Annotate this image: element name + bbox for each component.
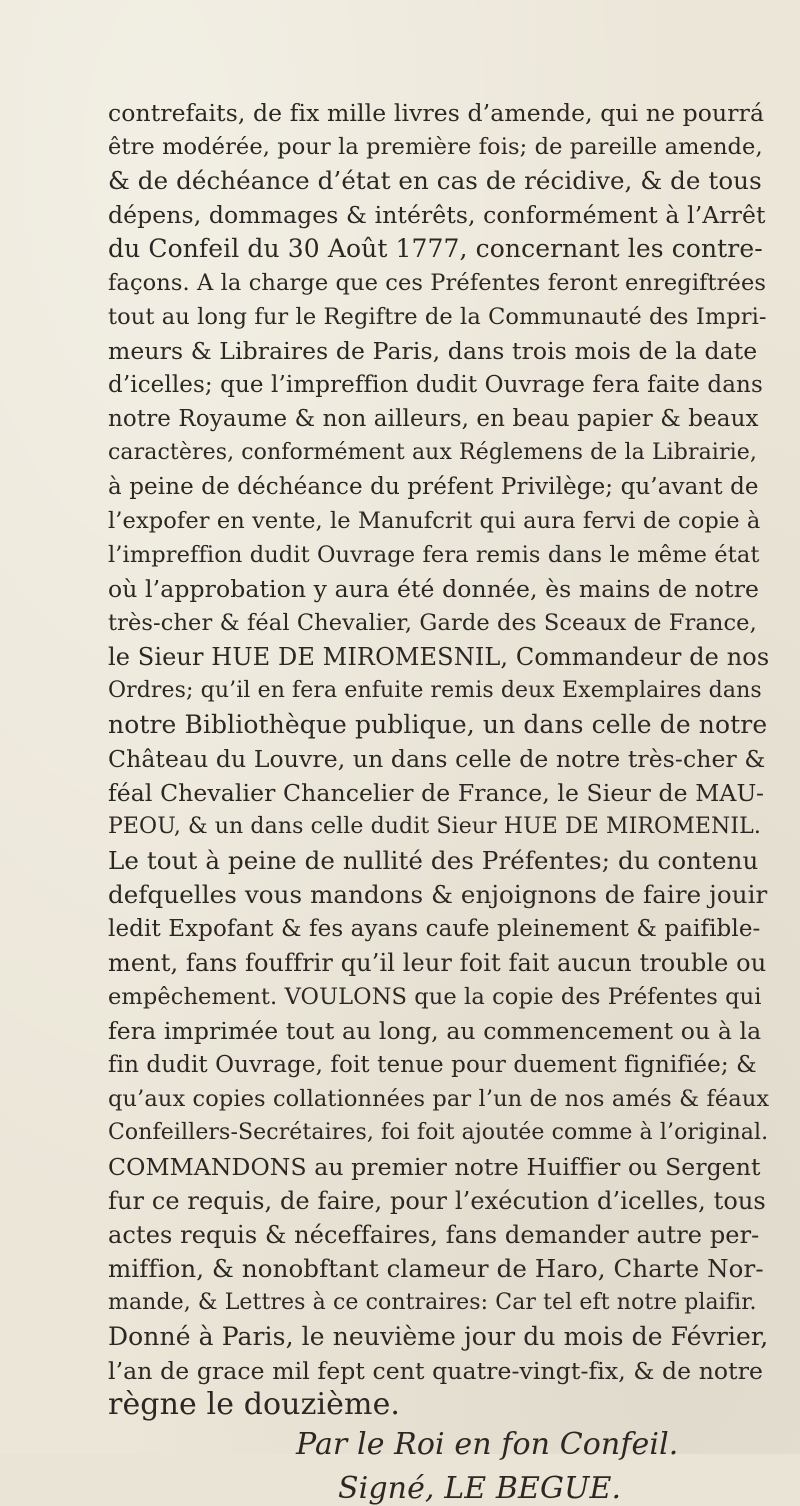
- text-line-27: empêchement. VOULONS que la copie des Préfentes qui: [108, 984, 762, 1010]
- text-line-16: très-cher & féal Chevalier, Garde des Sceaux de France,: [108, 610, 757, 636]
- text-line-26: ment, fans fouffrir qu’il leur foit fait aucun trouble ou: [108, 949, 767, 977]
- closing-line: Par le Roi en fon Confeil.: [296, 1427, 679, 1462]
- text-line-34: actes requis & néceffaires, fans demander autre per-: [108, 1221, 760, 1249]
- text-line-15: où l’approbation y aura été donnée, ès mains de notre: [108, 575, 760, 603]
- text-line-17: le Sieur HUE DE MIROMESNIL, Commandeur de nos: [108, 643, 770, 671]
- text-line-6: façons. A la charge que ces Préfentes feront enregiftrées: [108, 270, 767, 296]
- text-line-33: fur ce requis, de faire, pour l’exécution d’icelles, tous: [108, 1187, 766, 1215]
- text-line-13: l’expofer en vente, le Manufcrit qui aura fervi de copie à: [108, 508, 761, 534]
- text-line-22: PEOU, & un dans celle dudit Sieur HUE DE MIROMENIL.: [108, 814, 761, 839]
- text-line-21: féal Chevalier Chancelier de France, le Sieur de MAU-: [108, 779, 764, 807]
- text-line-4: dépens, dommages & intérêts, conformément à l’Arrêt: [108, 201, 766, 229]
- text-line-8: meurs & Libraires de Paris, dans trois mois de la date: [108, 337, 758, 365]
- text-line-38: l’an de grace mil fept cent quatre-vingt-fix, & de notre: [108, 1357, 764, 1385]
- text-line-31: Confeillers-Secrétaires, foi foit ajoutée comme à l’original.: [108, 1120, 769, 1145]
- text-line-30: qu’aux copies collationnées par l’un de nos amés & féaux: [108, 1086, 770, 1112]
- text-line-29: fin dudit Ouvrage, foit tenue pour duement fignifiée; &: [108, 1052, 757, 1078]
- text-line-3: & de déchéance d’état en cas de récidive, & de tous: [108, 166, 762, 195]
- text-line-25: ledit Expofant & fes ayans caufe pleinement & paifible-: [108, 916, 761, 942]
- text-line-39: règne le douzième.: [108, 1387, 401, 1422]
- text-line-23: Le tout à peine de nullité des Préfentes; du contenu: [108, 846, 759, 875]
- text-line-11: caractères, conformément aux Réglemens de la Librairie,: [108, 440, 757, 465]
- text-line-19: notre Bibliothèque publique, un dans celle de notre: [108, 710, 768, 739]
- text-line-24: defquelles vous mandons & enjoignons de faire jouir: [108, 880, 768, 909]
- text-line-7: tout au long fur le Regiftre de la Communauté des Impri-: [108, 304, 767, 330]
- text-line-36: mande, & Lettres à ce contraires: Car tel eft notre plaifir.: [108, 1290, 757, 1315]
- text-line-32: COMMANDONS au premier notre Huiffier ou Sergent: [108, 1153, 761, 1181]
- text-line-35: miffion, & nonobftant clameur de Haro, Charte Nor-: [108, 1254, 764, 1283]
- text-line-10: notre Royaume & non ailleurs, en beau papier & beaux: [108, 406, 759, 432]
- text-line-2: être modérée, pour la première fois; de pareille amende,: [108, 134, 763, 160]
- text-line-9: d’icelles; que l’impreffion dudit Ouvrage fera faite dans: [108, 372, 763, 398]
- text-line-20: Château du Louvre, un dans celle de notre très-cher &: [108, 745, 766, 773]
- text-line-5: du Confeil du 30 Août 1777, concernant les contre-: [108, 234, 763, 263]
- text-line-18: Ordres; qu’il en fera enfuite remis deux Exemplaires dans: [108, 678, 762, 703]
- text-line-14: l’impreffion dudit Ouvrage fera remis dans le même état: [108, 542, 760, 568]
- text-line-37: Donné à Paris, le neuvième jour du mois de Février,: [108, 1322, 769, 1351]
- text-line-1: contrefaits, de fix mille livres d’amende, qui ne pourrá: [108, 99, 765, 127]
- text-line-12: à peine de déchéance du préfent Privilège; qu’avant de: [108, 474, 759, 500]
- signature-line: Signé, LE BEGUE.: [338, 1471, 622, 1506]
- text-line-28: fera imprimée tout au long, au commencement ou à la: [108, 1017, 762, 1045]
